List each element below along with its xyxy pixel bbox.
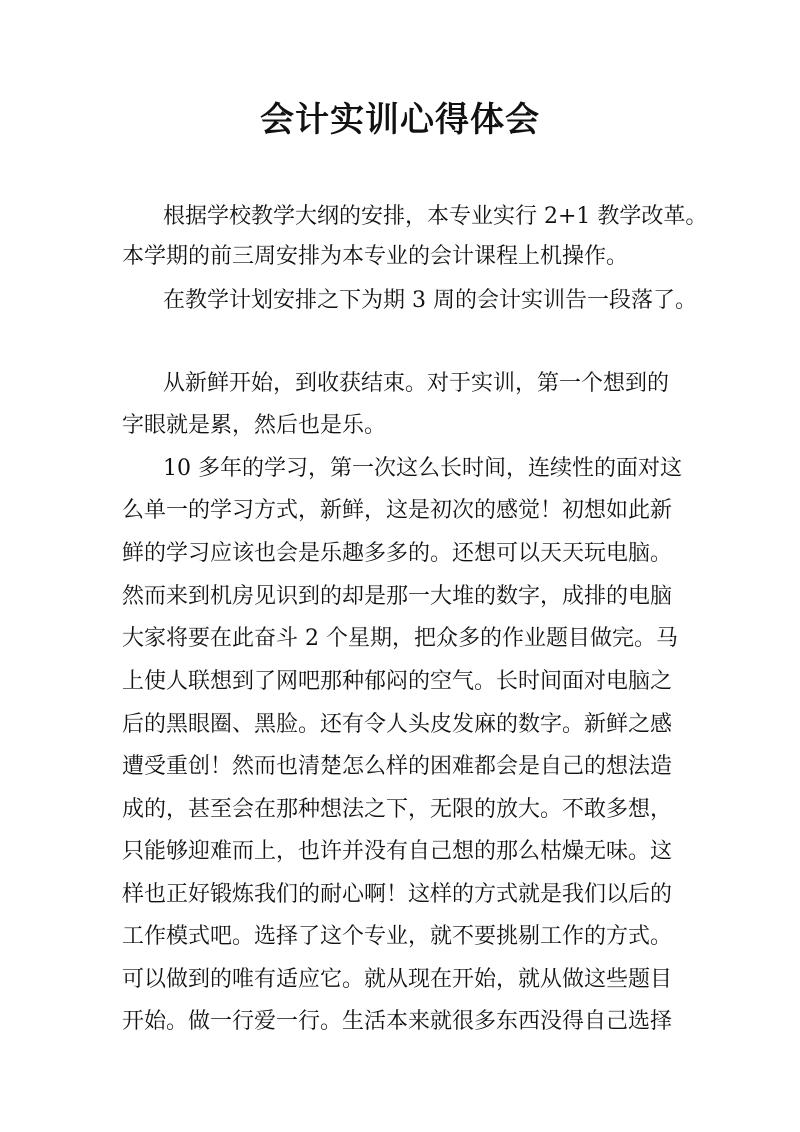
- text-line: 遭受重创！然而也清楚怎么样的困难都会是自己的想法造: [122, 754, 673, 779]
- text-line: 只能够迎难而上，也许并没有自己想的那么枯燥无味。这: [122, 839, 673, 864]
- text-line: 可以做到的唯有适应它。就从现在开始，就从做这些题目: [122, 967, 673, 992]
- text-line: 工作模式吧。选择了这个专业，就不要挑剔工作的方式。: [122, 924, 673, 949]
- document-title: 会计实训心得体会: [260, 100, 540, 140]
- text-line: 开始。做一行爱一行。生活本来就很多东西没得自己选择: [122, 1009, 673, 1034]
- text-line: 本学期的前三周安排为本专业的会计课程上机操作。: [122, 244, 629, 269]
- text-line: 么单一的学习方式，新鲜，这是初次的感觉！初想如此新: [122, 498, 673, 523]
- text-line: 在教学计划安排之下为期 3 周的会计实训告一段落了。: [163, 288, 697, 313]
- text-line: 从新鲜开始，到收获结束。对于实训，第一个想到的: [163, 371, 670, 396]
- text-line: 然而来到机房见识到的却是那一大堆的数字，成排的电脑: [122, 584, 673, 609]
- text-line: 10 多年的学习，第一次这么长时间，连续性的面对这: [163, 456, 682, 481]
- text-line: 后的黑眼圈、黑脸。还有令人头皮发麻的数字。新鲜之感: [122, 712, 673, 737]
- text-line: 根据学校教学大纲的安排，本专业实行 2+1 教学改革。: [163, 204, 708, 229]
- text-line: 鲜的学习应该也会是乐趣多多的。还想可以天天玩电脑。: [122, 541, 673, 566]
- text-line: 大家将要在此奋斗 2 个星期，把众多的作业题目做完。马: [122, 626, 678, 651]
- text-line: 字眼就是累，然后也是乐。: [122, 413, 387, 438]
- text-line: 成的，甚至会在那种想法之下，无限的放大。不敢多想，: [122, 797, 673, 822]
- text-line: 样也正好锻炼我们的耐心啊！这样的方式就是我们以后的: [122, 882, 673, 907]
- text-line: 上使人联想到了网吧那种郁闷的空气。长时间面对电脑之: [122, 669, 673, 694]
